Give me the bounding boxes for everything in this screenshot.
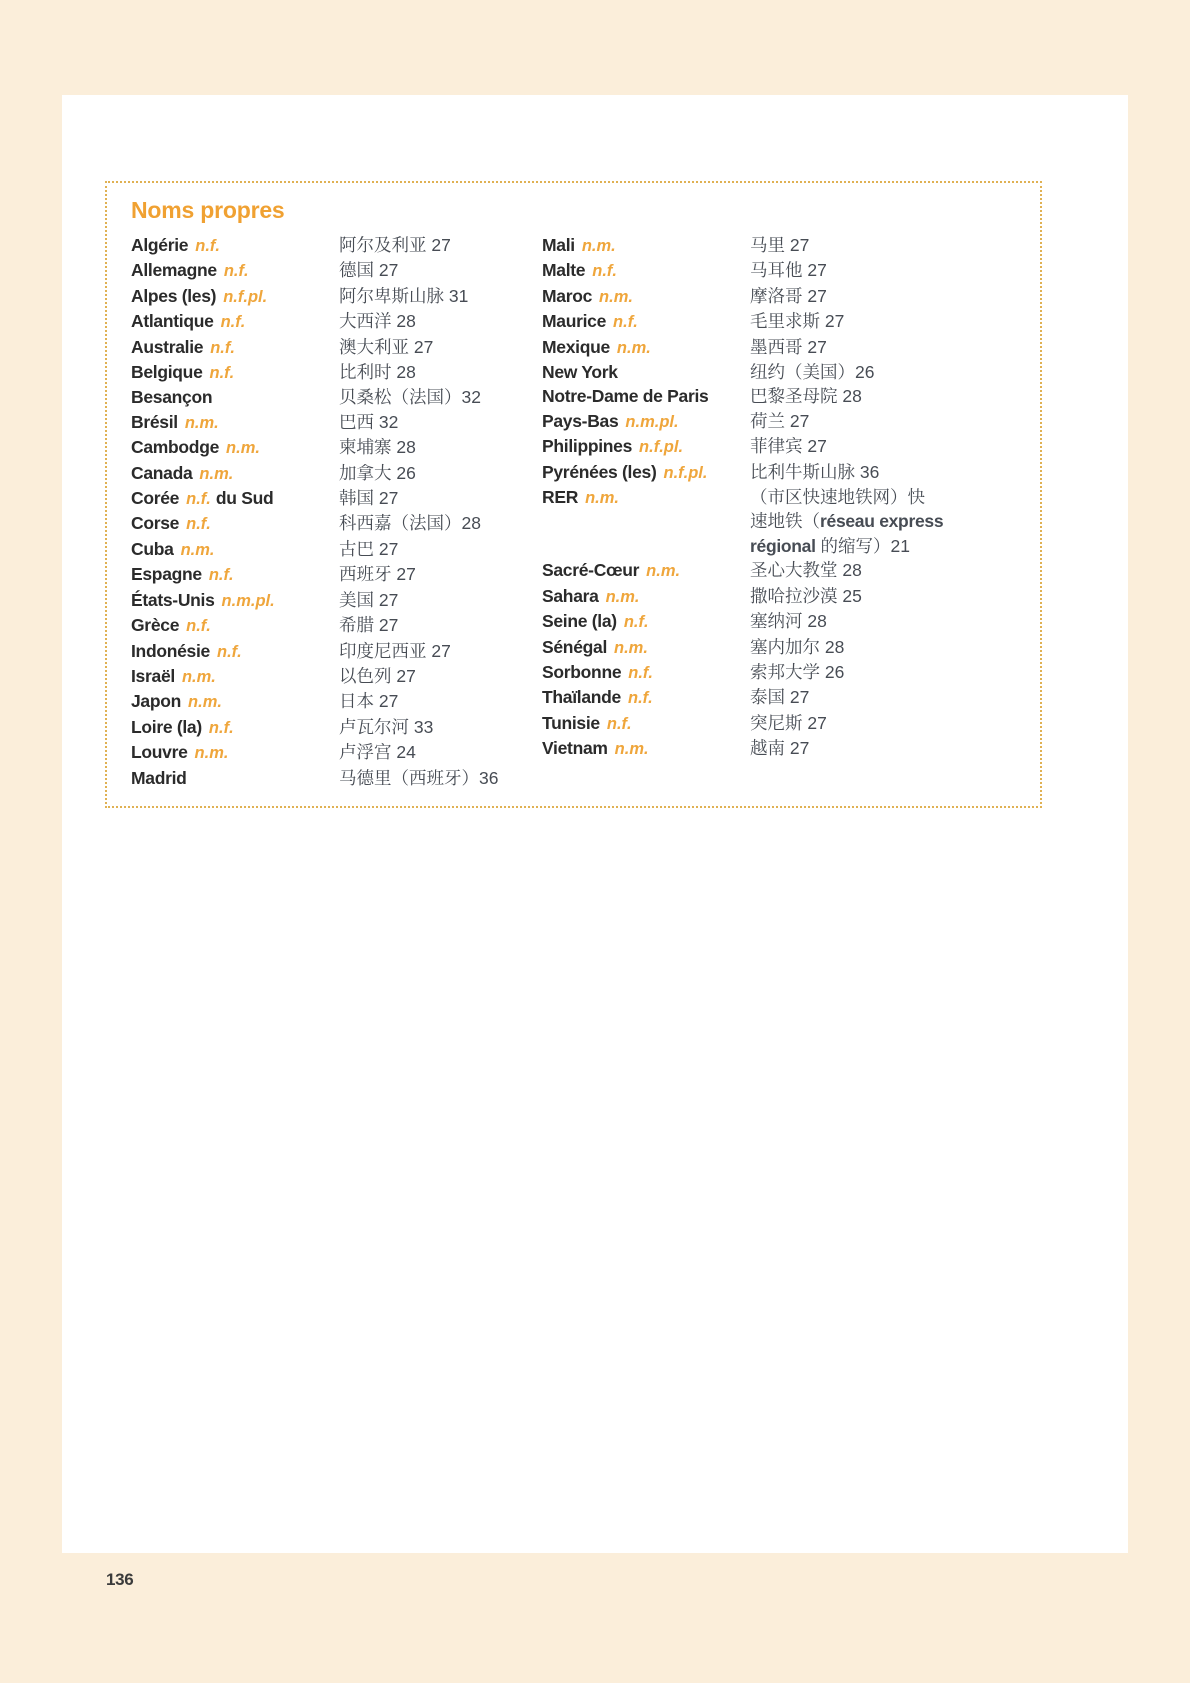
entry-row [131,766,542,790]
entry-term: Alpes (les) [131,285,217,306]
entry-translation-text: 以色列 27 [339,665,416,686]
entry-gender-label: n.m. [646,562,681,581]
entry-row [131,233,542,258]
entry-gender-label: n.f. [186,617,211,636]
entry-gender-label: n.f. [606,714,632,733]
entry-term: Corse [131,513,180,534]
entry-translation [339,385,481,409]
entry-gender-label: n.m.pl. [221,591,275,610]
entry-term: Seine (la) [542,611,617,632]
entry-term: RER [542,487,579,508]
entry-term: Algérie [131,235,189,255]
entry-term: Maroc [542,285,593,306]
entry-gender-label: n.f.pl. [663,463,708,482]
entry-term-cell [542,434,750,459]
entry-row [131,639,542,664]
entry-term: Grèce [131,615,180,636]
entry-term: Pays-Bas [542,410,619,431]
entry-row [542,558,1018,583]
entry-translation [750,309,844,333]
entry-row [131,461,542,486]
entry-gender-label: n.f. [208,566,234,585]
entry-term: Australie [131,336,204,357]
entry-translation [750,335,827,359]
entry-gender-label: n.m. [616,338,651,357]
entry-row [131,410,542,435]
entry-translation-text: 希腊 27 [339,615,399,636]
entry-translation-text: 荷兰 27 [750,410,810,431]
entry-translation-text: 速地铁（ [750,511,820,532]
entries-column-left [131,233,542,790]
entry-translation-text: 加拿大 26 [339,462,416,483]
entry-term: Vietnam [542,738,608,759]
entry-term-cell [542,409,750,434]
entry-gender-label: n.f.pl. [223,287,268,306]
entry-row [542,384,1018,408]
entry-term-cell [542,258,750,283]
entry-translation-text: 澳大利亚 27 [339,336,434,357]
entry-term-cell [131,740,339,765]
entry-term-cell [131,689,339,714]
entry-translation [339,335,433,359]
entry-term-cell [131,360,339,385]
entry-gender-label: n.f. [208,718,234,737]
entry-gender-label: n.m. [180,540,215,559]
entry-translation-text: 贝桑松（法国）32 [339,387,481,408]
entry-translation [750,660,844,684]
entry-row [131,715,542,740]
entry-translation [339,486,398,510]
entry-row [542,660,1018,685]
entry-translation-text: 撒哈拉沙漠 25 [750,585,862,606]
entry-translation [339,511,481,535]
entry-translation-text: 日本 27 [339,691,399,712]
entry-gender-label: n.f.pl. [639,438,684,457]
entry-term-cell [542,609,750,634]
entry-term: Espagne [131,564,202,585]
entry-term: Allemagne [131,260,217,281]
entry-translation [339,588,398,612]
entry-gender-label: n.m. [184,413,219,432]
entry-term: Atlantique [131,311,214,332]
entry-translation-text: 韩国 27 [339,488,399,509]
entry-term-cell [131,562,339,587]
entry-gender-label: n.m.pl. [625,412,679,431]
entry-row [542,711,1018,736]
entry-row [131,511,542,536]
entry-translation [750,434,827,458]
entry-term-cell [131,715,339,740]
entry-translation [750,685,809,709]
entry-row [131,689,542,714]
entry-translation [339,360,416,384]
entry-term: Cuba [131,538,174,559]
entry-row [131,664,542,689]
entry-term: Belgique [131,362,203,383]
entry-translation-text: 比利时 28 [339,362,416,383]
entry-term-cell [542,335,750,360]
entry-translation [339,689,398,713]
entry-translation-text: 毛里求斯 27 [750,311,845,332]
entry-translation-text: 塞纳河 28 [750,611,827,632]
entry-gender-label: n.m. [605,587,640,606]
entry-term-cell [542,685,750,710]
entry-translation [750,258,827,282]
entry-translation-text: 的缩写）21 [815,535,910,556]
entry-translation [750,584,862,608]
entry-translation [750,485,943,558]
entry-term: Mexique [542,336,610,357]
entry-translation-text: 突尼斯 27 [750,712,827,733]
entries-column-right [542,233,1018,790]
entry-translation [750,384,862,408]
entry-term: Sénégal [542,636,608,657]
entry-term-cell [542,736,750,761]
entry-translation [339,639,451,663]
entry-term-cell [131,258,339,283]
entry-translation [750,284,827,308]
entry-term-cell [131,410,339,435]
entry-translation-text: 阿尔卑斯山脉 31 [339,285,469,306]
entry-term: Cambodge [131,437,220,458]
entry-translation [339,766,498,790]
entry-row [542,685,1018,710]
entry-row [131,588,542,613]
entry-translation-text: 大西洋 28 [339,311,416,332]
entry-gender-label: n.m. [181,667,216,686]
entry-translation-text: 柬埔寨 28 [339,437,416,458]
entry-row [542,258,1018,283]
entry-translation-text: 泰国 27 [750,687,810,708]
entry-translation-text: 巴西 32 [339,411,399,432]
entry-translation [750,460,879,484]
entry-term: Sacré-Cœur [542,560,640,581]
entry-translation [339,435,416,459]
entry-term-cell [131,335,339,360]
entry-term-cell [131,435,339,460]
entry-row [131,284,542,309]
entry-translation-text: 马耳他 27 [750,260,827,281]
entry-translation-text: 科西嘉（法国）28 [339,513,481,534]
entry-translation [339,715,433,739]
entry-row [131,435,542,460]
entry-gender-label: n.f. [628,663,654,682]
entry-gender-label: n.f. [627,689,653,708]
entry-gender-label: n.m. [581,237,616,255]
entry-row [131,562,542,587]
entry-translation-text: 阿尔及利亚 27 [339,235,451,255]
entry-term: États-Unis [131,589,215,610]
entry-row [542,309,1018,334]
entry-gender-label: n.m. [614,740,649,759]
entry-row [542,360,1018,384]
entry-translation-text: 卢浮宫 24 [339,742,416,763]
entry-translation-text: 马里 27 [750,235,810,255]
entry-term: Madrid [131,767,187,788]
entry-row [131,335,542,360]
entry-translation [339,309,416,333]
entry-term: Notre-Dame de Paris [542,386,709,407]
entry-term-cell [131,639,339,664]
entry-term: Israël [131,665,175,686]
entry-term-cell [542,233,750,258]
entry-translation-text: réseau express [820,511,944,532]
entry-term: Thaïlande [542,687,621,708]
entry-translation [750,409,809,433]
entry-term-cell [542,485,750,510]
entry-gender-label: n.m. [188,693,222,712]
entry-row [131,537,542,562]
entry-term-cell [131,613,339,638]
entry-row [131,258,542,283]
entry-translation [750,736,809,760]
entry-translation [750,558,862,582]
entry-row [131,613,542,638]
entry-term-cell [542,460,750,485]
entry-term-cell [131,766,339,790]
entry-term: Malte [542,260,586,281]
entry-row [542,460,1018,485]
entry-gender-label: n.m. [226,439,260,458]
entry-term: Japon [131,691,182,712]
entry-translation-text: 巴黎圣母院 28 [750,386,862,407]
entry-translation-text: 圣心大教堂 28 [750,560,862,581]
entry-translation [339,740,416,764]
entry-row [542,335,1018,360]
entry-translation-text: 西班牙 27 [339,564,416,585]
page-number: 136 [106,1570,134,1589]
entry-term-cell [542,635,750,660]
entry-translation [339,461,416,485]
entry-translation-text: 墨西哥 27 [750,336,827,357]
entry-gender-label: n.f. [195,237,220,255]
entry-translation-text: 印度尼西亚 27 [339,640,451,661]
entry-term-cell [131,284,339,309]
entry-term-cell [131,385,339,409]
entry-term: Maurice [542,311,607,332]
entry-term-cell [131,461,339,486]
entry-translation [750,233,809,257]
entry-translation-text: 索邦大学 26 [750,661,845,682]
entry-gender-label: n.m. [614,638,648,657]
entry-translation-text: （市区快速地铁网）快 [750,487,925,508]
entry-translation-text: 马德里（西班牙）36 [339,767,499,788]
entry-term-cell [131,309,339,334]
entry-term-cell [542,558,750,583]
entry-term-cell [542,384,750,408]
entry-translation-text: 卢瓦尔河 33 [339,716,434,737]
entries-columns [131,233,1018,790]
entry-translation-text: 塞内加尔 28 [750,636,845,657]
entry-translation [339,284,468,308]
entry-gender-label: n.f. [613,313,638,332]
entry-term-cell [131,486,339,511]
entry-translation-text: 古巴 27 [339,538,399,559]
entry-translation [339,258,398,282]
entry-translation [339,562,416,586]
entry-term: Corée [131,488,180,509]
entry-translation-text: 菲律宾 27 [750,436,827,457]
entry-translation-text: 纽约（美国）26 [750,362,875,383]
entry-gender-label: n.f. [592,262,617,281]
entry-term-suffix: du Sud [215,488,274,509]
entry-row [542,635,1018,660]
entry-term: Besançon [131,387,213,408]
entry-translation-text: régional [750,535,816,556]
entry-translation [339,664,416,688]
entry-translation-text: 美国 27 [339,589,399,610]
entry-term: Sorbonne [542,661,622,682]
noms-propres-section [105,181,1042,808]
entry-translation [339,410,398,434]
entry-row [542,485,1018,558]
entry-row [131,385,542,409]
entry-row [542,233,1018,258]
entry-term: Brésil [131,411,178,432]
entry-gender-label: n.f. [186,515,211,534]
entry-gender-label: n.f. [210,338,235,357]
entry-term: Sahara [542,585,599,606]
entry-translation [339,233,451,257]
entry-row [542,584,1018,609]
entry-row [542,409,1018,434]
entry-gender-label: n.f. [220,313,246,332]
entry-row [131,309,542,334]
entry-gender-label: n.m. [585,489,619,508]
entry-term-cell [131,233,339,258]
entry-translation [750,711,827,735]
entry-row [131,486,542,511]
entry-translation-text: 摩洛哥 27 [750,285,827,306]
entry-term-cell [542,584,750,609]
entry-translation [339,537,398,561]
entry-term-cell [542,360,750,384]
entry-row [542,736,1018,761]
entry-term-cell [542,309,750,334]
entry-gender-label: n.m. [199,464,234,483]
entry-gender-label: n.m. [194,744,229,763]
entry-term-cell [542,284,750,309]
book-page [62,95,1128,1553]
entry-translation [750,360,874,384]
entry-translation-text: 越南 27 [750,738,810,759]
section-title: Noms propres [131,197,285,223]
entry-term: Pyrénées (les) [542,461,657,482]
entry-row [131,360,542,385]
entry-translation-text: 德国 27 [339,260,399,281]
entry-translation [750,609,827,633]
entry-gender-label: n.m. [599,287,633,306]
entry-gender-label: n.f. [209,364,235,383]
entry-term: Canada [131,462,193,483]
entry-term: Mali [542,235,575,255]
entry-row [542,609,1018,634]
entry-gender-label: n.f. [623,613,649,632]
entry-term-cell [131,664,339,689]
entry-row [542,434,1018,459]
entry-term-cell [542,711,750,736]
entry-translation [750,635,844,659]
entry-term: New York [542,362,618,383]
entry-term: Indonésie [131,640,210,661]
entry-term: Tunisie [542,712,600,733]
entry-translation-text: 比利牛斯山脉 36 [750,461,880,482]
entry-gender-label: n.f. [216,642,242,661]
entry-term-cell [542,660,750,685]
entry-row [131,740,542,765]
entry-term: Louvre [131,742,188,763]
entry-term: Philippines [542,436,633,457]
entry-gender-label: n.f. [223,262,249,281]
entry-row [542,284,1018,309]
entry-translation [339,613,398,637]
entry-term-cell [131,511,339,536]
entry-term: Loire (la) [131,716,202,737]
entry-term-cell [131,537,339,562]
entry-term-cell [131,588,339,613]
entry-gender-label: n.f. [186,490,211,509]
